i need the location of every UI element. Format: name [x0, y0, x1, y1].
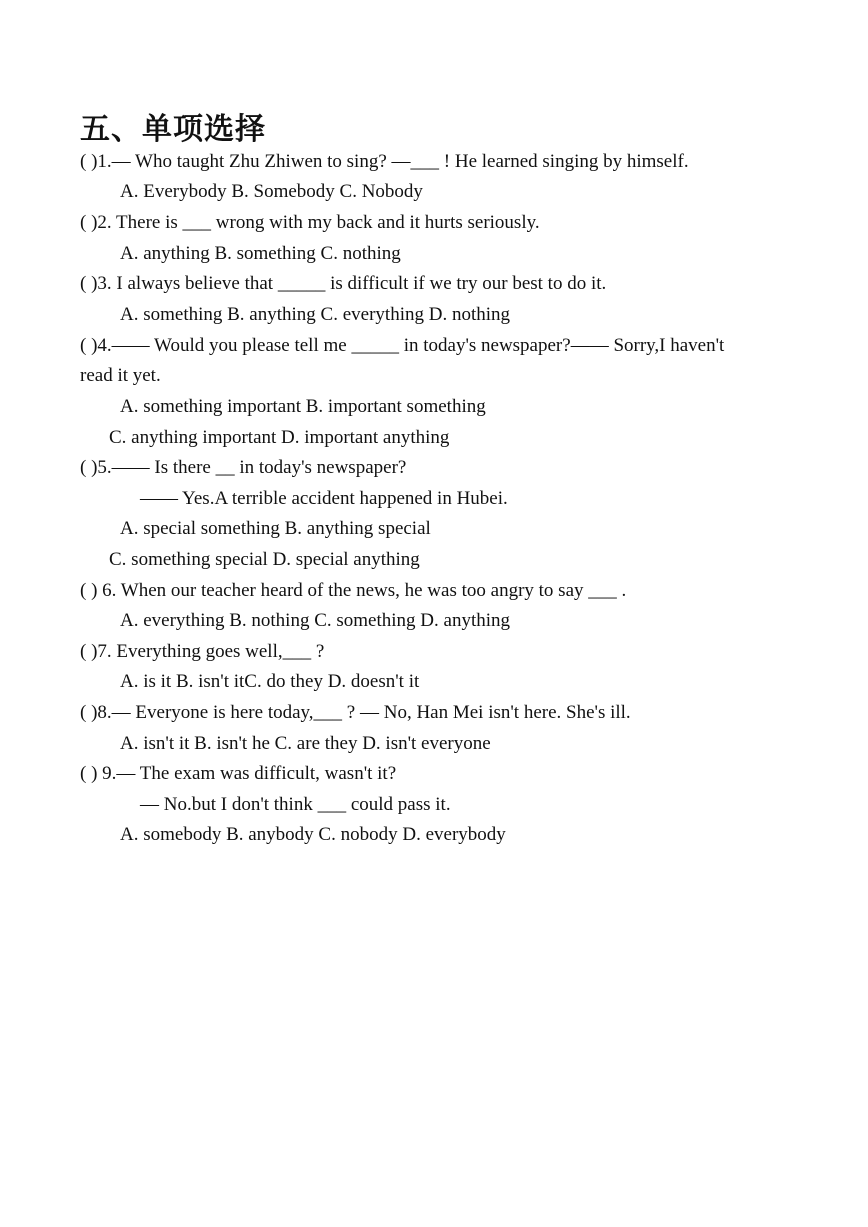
question-2-options: A. anything B. something C. nothing	[120, 243, 401, 264]
question-2-stem: ( )2. There is ___ wrong with my back and it hurts seriously.	[80, 212, 540, 233]
question-9-options: A. somebody B. anybody C. nobody D. everybody	[120, 824, 506, 845]
question-4-options-cd: C. anything important D. important anything	[109, 427, 450, 448]
question-6-stem: ( ) 6. When our teacher heard of the news, he was too angry to say ___ .	[80, 580, 627, 601]
question-4-stem-continued: read it yet.	[80, 365, 161, 386]
question-3-options: A. something B. anything C. everything D. nothing	[120, 304, 511, 325]
question-9-stem: ( ) 9.— The exam was difficult, wasn't it?	[80, 763, 397, 784]
question-7-options: A. is it B. isn't itC. do they D. doesn't it	[120, 671, 420, 692]
question-9-reply: — No.but I don't think ___ could pass it.	[140, 794, 451, 815]
question-4-stem: ( )4.—— Would you please tell me _____ in today's newspaper?—— Sorry,I haven't	[80, 335, 725, 356]
question-4-options-ab: A. something important B. important something	[120, 396, 486, 417]
question-8-stem: ( )8.— Everyone is here today,___ ? — No, Han Mei isn't here. She's ill.	[80, 702, 631, 723]
question-8-options: A. isn't it B. isn't he C. are they D. isn't everyone	[120, 733, 491, 754]
section-title: 五、单项选择	[80, 112, 266, 147]
question-5-options-cd: C. something special D. special anything	[109, 549, 420, 570]
question-5-stem: ( )5.—— Is there __ in today's newspaper?	[80, 457, 407, 478]
question-5-reply: —— Yes.A terrible accident happened in Hubei.	[140, 488, 508, 509]
question-6-options: A. everything B. nothing C. something D. anything	[120, 610, 511, 631]
question-7-stem: ( )7. Everything goes well,___ ?	[80, 641, 325, 662]
question-3-stem: ( )3. I always believe that _____ is difficult if we try our best to do it.	[80, 273, 607, 294]
question-1-options: A. Everybody B. Somebody C. Nobody	[120, 181, 423, 202]
question-1-stem: ( )1.— Who taught Zhu Zhiwen to sing? —___ ! He learned singing by himself.	[80, 151, 689, 172]
question-5-options-ab: A. special something B. anything special	[120, 518, 431, 539]
